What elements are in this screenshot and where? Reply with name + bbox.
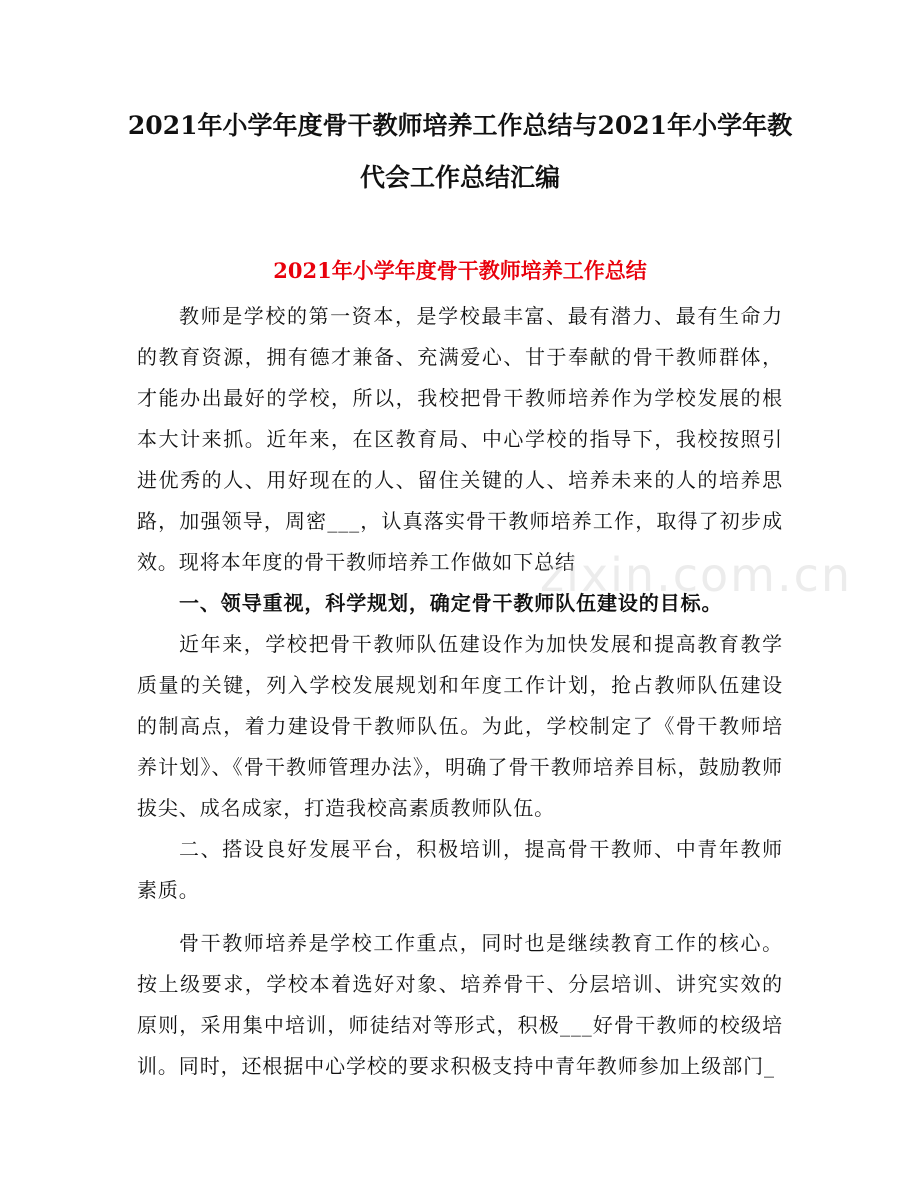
paragraph-section-two: 骨干教师培养是学校工作重点，同时也是继续教育工作的核心。按上级要求，学校本着选好对象、培养骨干、分层培训、讲究实效的原则，采用集中培训，师徒结对等形式，积极___好骨干教师的校级培训。同时，还根据中心学校的要求积极支持中青年教师参加上级部门_ xyxy=(137,931,783,1078)
document-body xyxy=(137,296,783,1087)
section-title: 2021年小学年度骨干教师培养工作总结 xyxy=(273,258,647,283)
heading-section-one: 一、领导重视，科学规划，确定骨干教师队伍建设的目标。 xyxy=(179,591,723,615)
paragraph-section-one: 近年来，学校把骨干教师队伍建设作为加快发展和提高教育教学质量的关键，列入学校发展规划和年度工作计划，抢占教师队伍建设的制高点，着力建设骨干教师队伍。为此，学校制定了《骨干教师培养计划》、《骨干教师管理办法》，明确了骨干教师培养目标，鼓励教师拔尖、成名成家，打造我校高素质教师队伍。 xyxy=(137,632,783,820)
document-title-line-1: 2021年小学年度骨干教师培养工作总结与2021年小学年教 xyxy=(127,111,793,140)
document-title xyxy=(100,100,820,204)
paragraph-intro: 教师是学校的第一资本，是学校最丰富、最有潜力、最有生命力的教育资源，拥有德才兼备、充满爱心、甘于奉献的骨干教师群体，才能办出最好的学校，所以，我校把骨干教师培养作为学校发展的根本大计来抓。近年来，在区教育局、中心学校的指导下，我校按照引进优秀的人、用好现在的人、留住关键的人、培养未来的人的培养思路，加强领导，周密___，认真落实骨干教师培养工作，取得了初步成效。现将本年度的骨干教师培养工作做如下总结 xyxy=(137,304,783,574)
document-title-line-2: 代会工作总结汇编 xyxy=(359,163,560,192)
watermark: zixin.com.cn xyxy=(540,548,853,602)
heading-section-two: 二、搭设良好发展平台，积极培训，提高骨干教师、中青年教师素质。 xyxy=(137,837,783,902)
